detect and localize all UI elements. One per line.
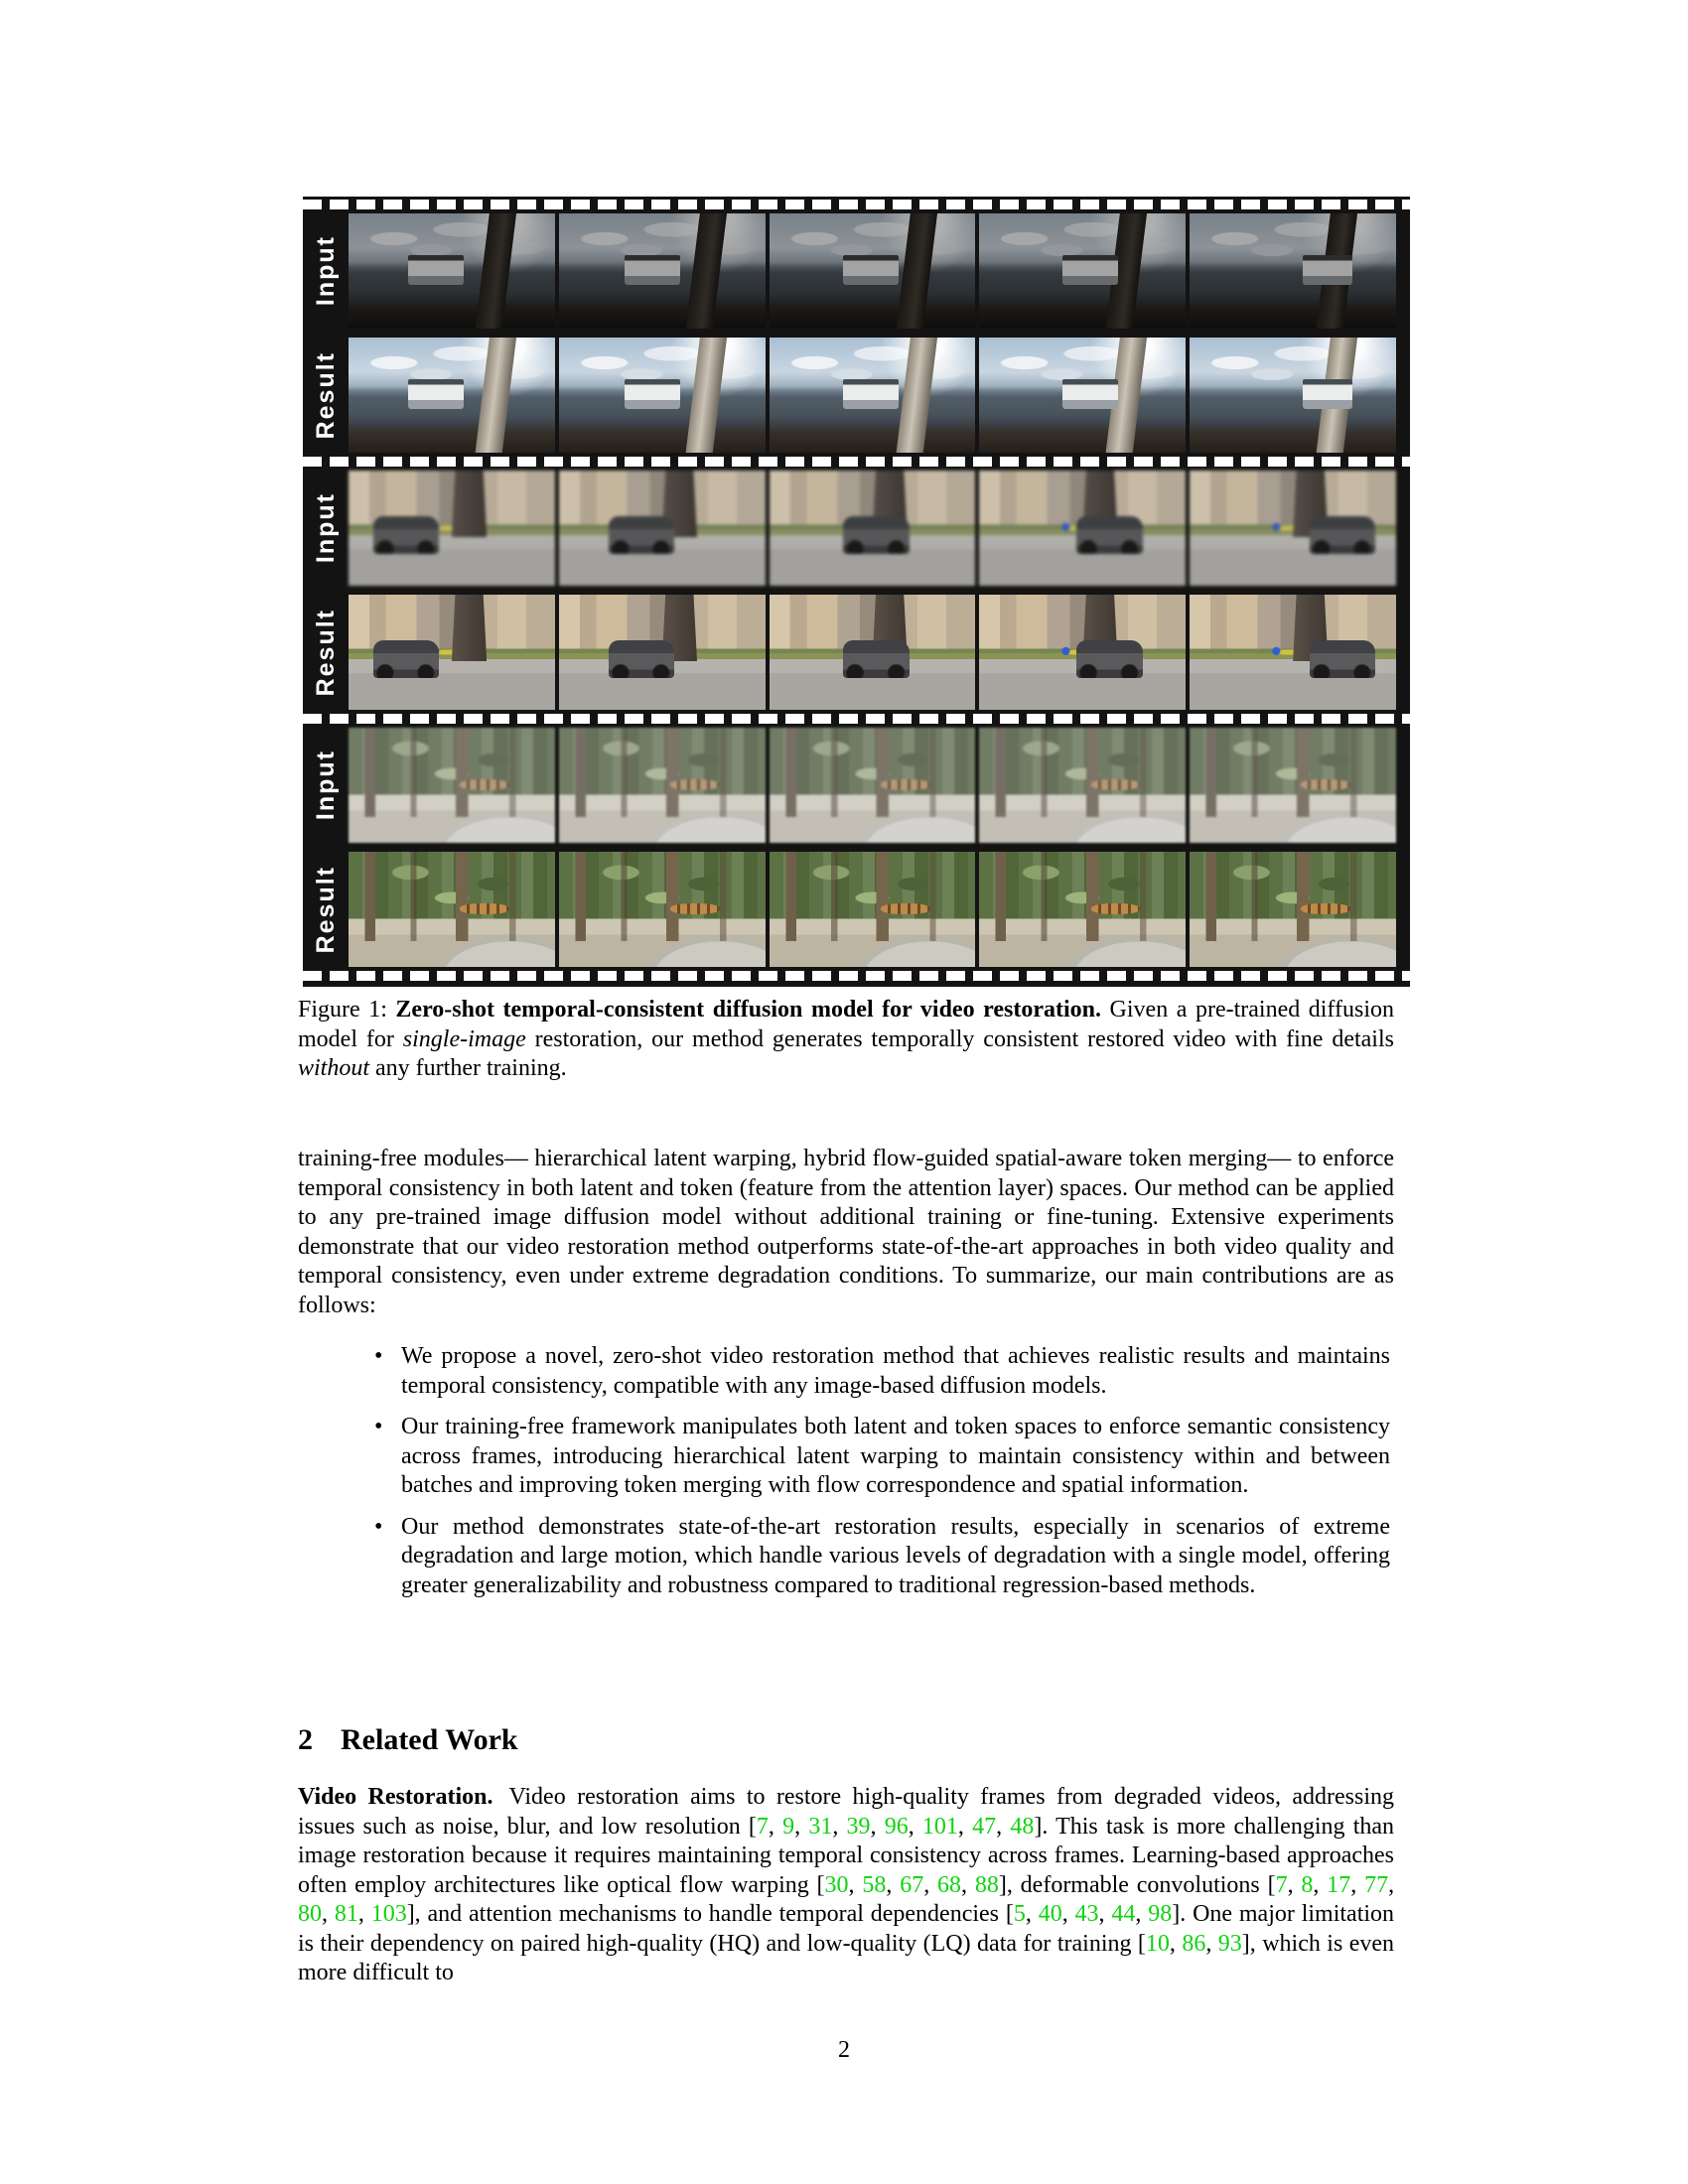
contributions-list — [401, 1342, 1390, 1612]
film-sprocket-row — [303, 200, 1410, 209]
video-frame — [559, 338, 766, 453]
scene-street-car — [303, 471, 1410, 710]
filmstrip-row-result — [303, 852, 1410, 967]
caption-text: Given a pre-trained diffusion model for — [298, 997, 1394, 1052]
video-frame — [349, 728, 555, 843]
paragraph-text: ], which is even more difficult to — [298, 1930, 1395, 1985]
video-frame — [770, 595, 976, 710]
video-frame — [770, 338, 976, 453]
filmstrip-row-result — [303, 338, 1410, 453]
scene-harbor-boats — [303, 213, 1410, 453]
caption-italic: single-image — [402, 1025, 526, 1052]
video-frame — [770, 852, 976, 967]
video-frame — [1190, 338, 1396, 453]
result-label: Result — [311, 350, 340, 440]
paragraph-text: , — [961, 1871, 975, 1898]
paragraph-lead-in: Video Restoration. — [298, 1784, 493, 1810]
citation-link[interactable]: 103 — [370, 1901, 407, 1927]
video-frame — [979, 852, 1186, 967]
video-frame — [349, 852, 555, 967]
citation-link[interactable]: 48 — [1010, 1813, 1035, 1840]
paragraph-text: , — [908, 1813, 922, 1840]
citation-link[interactable]: 80 — [298, 1901, 322, 1927]
citation-link[interactable]: 43 — [1074, 1901, 1099, 1927]
citation-link[interactable]: 7 — [1275, 1871, 1288, 1898]
paragraph-text: , — [1025, 1901, 1039, 1927]
citation-link[interactable]: 81 — [334, 1901, 358, 1927]
film-sprocket-row — [303, 457, 1410, 467]
input-label: Input — [311, 492, 340, 564]
video-frame — [349, 213, 555, 329]
video-frame — [559, 852, 766, 967]
citation-link[interactable]: 88 — [974, 1871, 999, 1898]
figure-1-filmstrip — [303, 197, 1410, 987]
caption-text: any further training. — [369, 1055, 567, 1081]
figure-caption — [298, 996, 1394, 1084]
video-frame — [979, 338, 1186, 453]
input-label: Input — [311, 750, 340, 821]
video-frame — [770, 471, 976, 586]
citation-link[interactable]: 5 — [1013, 1901, 1026, 1927]
paragraph-text: ], and attention mechanisms to handle temporal dependencies [ — [406, 1901, 1014, 1927]
section-heading — [298, 1723, 518, 1757]
video-frame — [559, 728, 766, 843]
section-number: 2 — [298, 1723, 313, 1756]
paragraph-text: , — [996, 1813, 1011, 1840]
paragraph-text: , — [870, 1813, 885, 1840]
citation-link[interactable]: 93 — [1217, 1930, 1242, 1957]
video-frame — [1190, 471, 1396, 586]
paragraph-text: , — [957, 1813, 973, 1840]
related-work-text — [298, 1784, 1394, 1985]
paragraph-text: , — [1350, 1871, 1365, 1898]
citation-link[interactable]: 67 — [900, 1871, 924, 1898]
video-frame — [1190, 595, 1396, 710]
section-title: Related Work — [341, 1723, 518, 1756]
result-label: Result — [311, 865, 340, 954]
paragraph-text: , — [886, 1871, 901, 1898]
video-frame — [979, 728, 1186, 843]
video-frame — [1190, 852, 1396, 967]
paragraph-text: ]. This task is more challenging than image restoration because it requires maintaining temporal consistency across frames. Learning-based approaches often employ architectures like optical flow warping [ — [298, 1813, 1395, 1898]
citation-link[interactable]: 77 — [1364, 1871, 1389, 1898]
caption-text: restoration, our method generates temporally consistent restored video with fine details — [525, 1025, 1394, 1052]
video-frame — [559, 471, 766, 586]
paragraph-text: , — [1061, 1901, 1075, 1927]
paragraph-text: , — [1098, 1901, 1112, 1927]
paragraph-text: , — [923, 1871, 938, 1898]
video-frame — [559, 595, 766, 710]
scene-forest-tiger — [303, 728, 1410, 967]
citation-link[interactable]: 17 — [1327, 1871, 1351, 1898]
video-frame — [1190, 728, 1396, 843]
film-sprocket-row — [303, 971, 1410, 981]
caption-prefix: Figure 1: — [298, 997, 396, 1023]
film-sprocket-row — [303, 714, 1410, 724]
citation-link[interactable]: 101 — [921, 1813, 958, 1840]
paragraph-text: , — [1205, 1930, 1218, 1957]
paragraph-text: , — [794, 1813, 809, 1840]
filmstrip-row-input — [303, 728, 1410, 843]
paragraph-text: , — [848, 1871, 863, 1898]
video-frame — [979, 471, 1186, 586]
paragraph-text: , — [1287, 1871, 1302, 1898]
paragraph-text: ], deformable convolutions [ — [998, 1871, 1276, 1898]
page-number: 2 — [838, 2037, 850, 2063]
paragraph-text: , — [322, 1901, 335, 1927]
paragraph-text: Video restoration aims to restore high-quality frames from degraded videos, addressing issues such as noise, blur, and low resolution [ — [298, 1784, 1395, 1840]
video-frame — [979, 595, 1186, 710]
video-frame — [979, 213, 1186, 329]
citation-link[interactable]: 96 — [884, 1813, 909, 1840]
paragraph-text: , — [832, 1813, 847, 1840]
paragraph-text: , — [1313, 1871, 1328, 1898]
citation-link[interactable]: 30 — [824, 1871, 849, 1898]
input-label: Input — [311, 235, 340, 307]
filmstrip-row-input — [303, 471, 1410, 586]
citation-link[interactable]: 8 — [1301, 1871, 1314, 1898]
citation-link[interactable]: 40 — [1038, 1901, 1062, 1927]
video-frame — [559, 213, 766, 329]
paragraph-text: , — [768, 1813, 783, 1840]
list-item: • We propose a novel, zero-shot video restoration method that achieves realistic results and maintains temporal consistency, compatible with any image-based diffusion models. — [401, 1342, 1390, 1401]
paragraph-text: , — [1135, 1901, 1149, 1927]
citation-link[interactable]: 86 — [1182, 1930, 1206, 1957]
citation-link[interactable]: 9 — [782, 1813, 795, 1840]
caption-bold-title: Zero-shot temporal-consistent diffusion model for video restoration. — [395, 997, 1101, 1023]
citation-link[interactable]: 7 — [756, 1813, 769, 1840]
paragraph-text: , — [1169, 1930, 1183, 1957]
citation-link[interactable]: 39 — [846, 1813, 871, 1840]
video-frame — [349, 595, 555, 710]
intro-paragraph: training-free modules— hierarchical latent warping, hybrid flow-guided spatial-aware token merging— to enforce temporal consistency in both latent and token (feature from the attention layer) spaces. Our method can be applied to any pre-trained image diffusion model without additional training or fine-tuning. Extensive experiments demonstrate that our video restoration method outperforms state-of-the-art approaches in both video quality and temporal consistency, even under extreme degradation conditions. To summarize, our main contributions are as follows: — [298, 1146, 1394, 1318]
citation-link[interactable]: 31 — [808, 1813, 833, 1840]
video-frame — [770, 213, 976, 329]
citation-link[interactable]: 10 — [1145, 1930, 1170, 1957]
filmstrip-row-input — [303, 213, 1410, 329]
video-frame — [349, 338, 555, 453]
citation-link[interactable]: 98 — [1148, 1901, 1173, 1927]
list-item: • Our method demonstrates state-of-the-art restoration results, especially in scenarios of extreme degradation and large motion, which handle various levels of degradation with a single model, offering greater generalizability and robustness compared to traditional regression-based methods. — [401, 1513, 1390, 1601]
video-frame — [770, 728, 976, 843]
caption-italic: without — [298, 1055, 370, 1081]
related-work-paragraph — [298, 1783, 1394, 1988]
paragraph-text: ]. One major limitation is their dependency on paired high-quality (HQ) and low-quality (LQ) data for training [ — [298, 1901, 1395, 1957]
citation-link[interactable]: 44 — [1111, 1901, 1136, 1927]
paragraph-text: , — [1388, 1871, 1395, 1898]
filmstrip-row-result — [303, 595, 1410, 710]
paragraph-text: , — [357, 1901, 371, 1927]
citation-link[interactable]: 47 — [972, 1813, 997, 1840]
video-frame — [1190, 213, 1396, 329]
citation-link[interactable]: 68 — [937, 1871, 962, 1898]
list-item: • Our training-free framework manipulates both latent and token spaces to enforce semantic consistency across frames, introducing hierarchical latent warping to maintain consistency within and between batches and improving token merging with flow correspondence and spatial information. — [401, 1413, 1390, 1501]
result-label: Result — [311, 608, 340, 697]
video-frame — [349, 471, 555, 586]
citation-link[interactable]: 58 — [862, 1871, 887, 1898]
